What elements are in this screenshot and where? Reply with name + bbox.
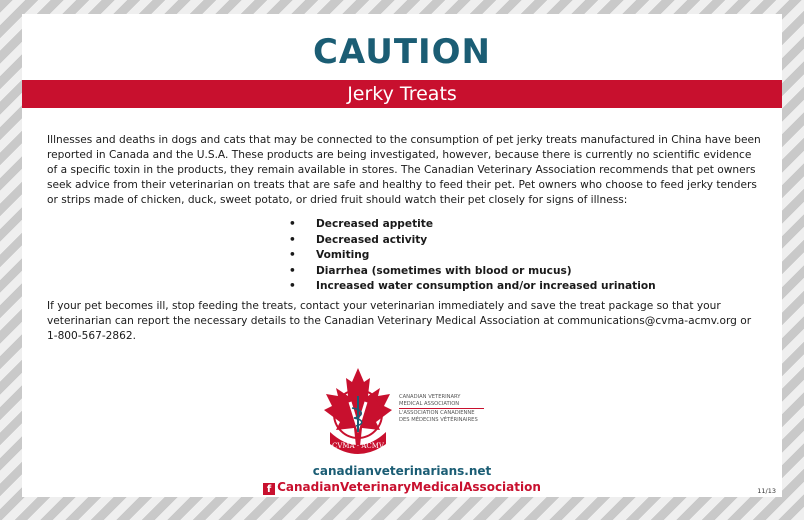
list-item xyxy=(289,264,656,280)
list-item xyxy=(289,248,656,264)
intro-paragraph: Illnesses and deaths in dogs and cats that may be connected to the consumption of pet jerky treats manufactured in China have been reported in Canada and the U.S.A. These products are being investigated, however, because there is currently no scientific evidence of a specific toxin in the products, they remain available in stores. The Canadian Veterinary Association recommends that pet owners seek advice from their veterinarian on treats that are safe and healthy to feed their pet. Pet owners who choose to feed jerky tenders or strips made of chicken, duck, sweet potato, or dried fruit should watch their pet closely for signs of illness: xyxy=(47,134,761,206)
facebook-link[interactable] xyxy=(22,480,782,495)
cvma-emblem xyxy=(320,366,396,458)
organization-name: CANADIAN VETERINARY MEDICAL ASSOCIATION L'ASSOCIATION CANADIENNE DES MÉDECINS VÉTÉRINAIRES xyxy=(399,394,519,423)
bullet-glyph: • xyxy=(289,264,296,277)
page-title: CAUTION xyxy=(312,32,492,72)
caution-card xyxy=(22,14,782,497)
symptom-text: Diarrhea (sometimes with blood or mucus) xyxy=(316,264,572,277)
bullet-glyph: • xyxy=(289,280,296,292)
symptom-text: Increased water consumption and/or increased urination xyxy=(316,280,656,292)
advice-paragraph: If your pet becomes ill, stop feeding the treats, contact your veterinarian immediately and save the treat package so that your veterinarian can report the necessary details to the Canadian Veterinary Medical Association at communications@cvma-acmv.org or 1-800-567-2862. xyxy=(47,300,752,342)
website-link[interactable]: canadianveterinarians.net xyxy=(312,464,492,478)
bullet-glyph: • xyxy=(289,218,296,230)
symptom-text: Decreased appetite xyxy=(316,218,434,230)
symptom-text: Decreased activity xyxy=(316,233,428,246)
list-item xyxy=(289,233,656,249)
symptom-text: Vomiting xyxy=(316,249,370,261)
facebook-page-name: CanadianVeterinaryMedicalAssociation xyxy=(277,480,541,494)
page-number: 11/13 xyxy=(757,487,776,495)
symptom-list xyxy=(289,217,656,295)
bullet-glyph: • xyxy=(289,249,296,261)
facebook-icon: f xyxy=(263,483,275,495)
bullet-glyph: • xyxy=(289,233,296,246)
emblem-text: CVMA · ACMV xyxy=(332,442,384,450)
list-item xyxy=(289,279,656,295)
list-item xyxy=(289,217,656,233)
subtitle-banner: Jerky Treats xyxy=(22,80,782,108)
divider xyxy=(399,408,484,409)
